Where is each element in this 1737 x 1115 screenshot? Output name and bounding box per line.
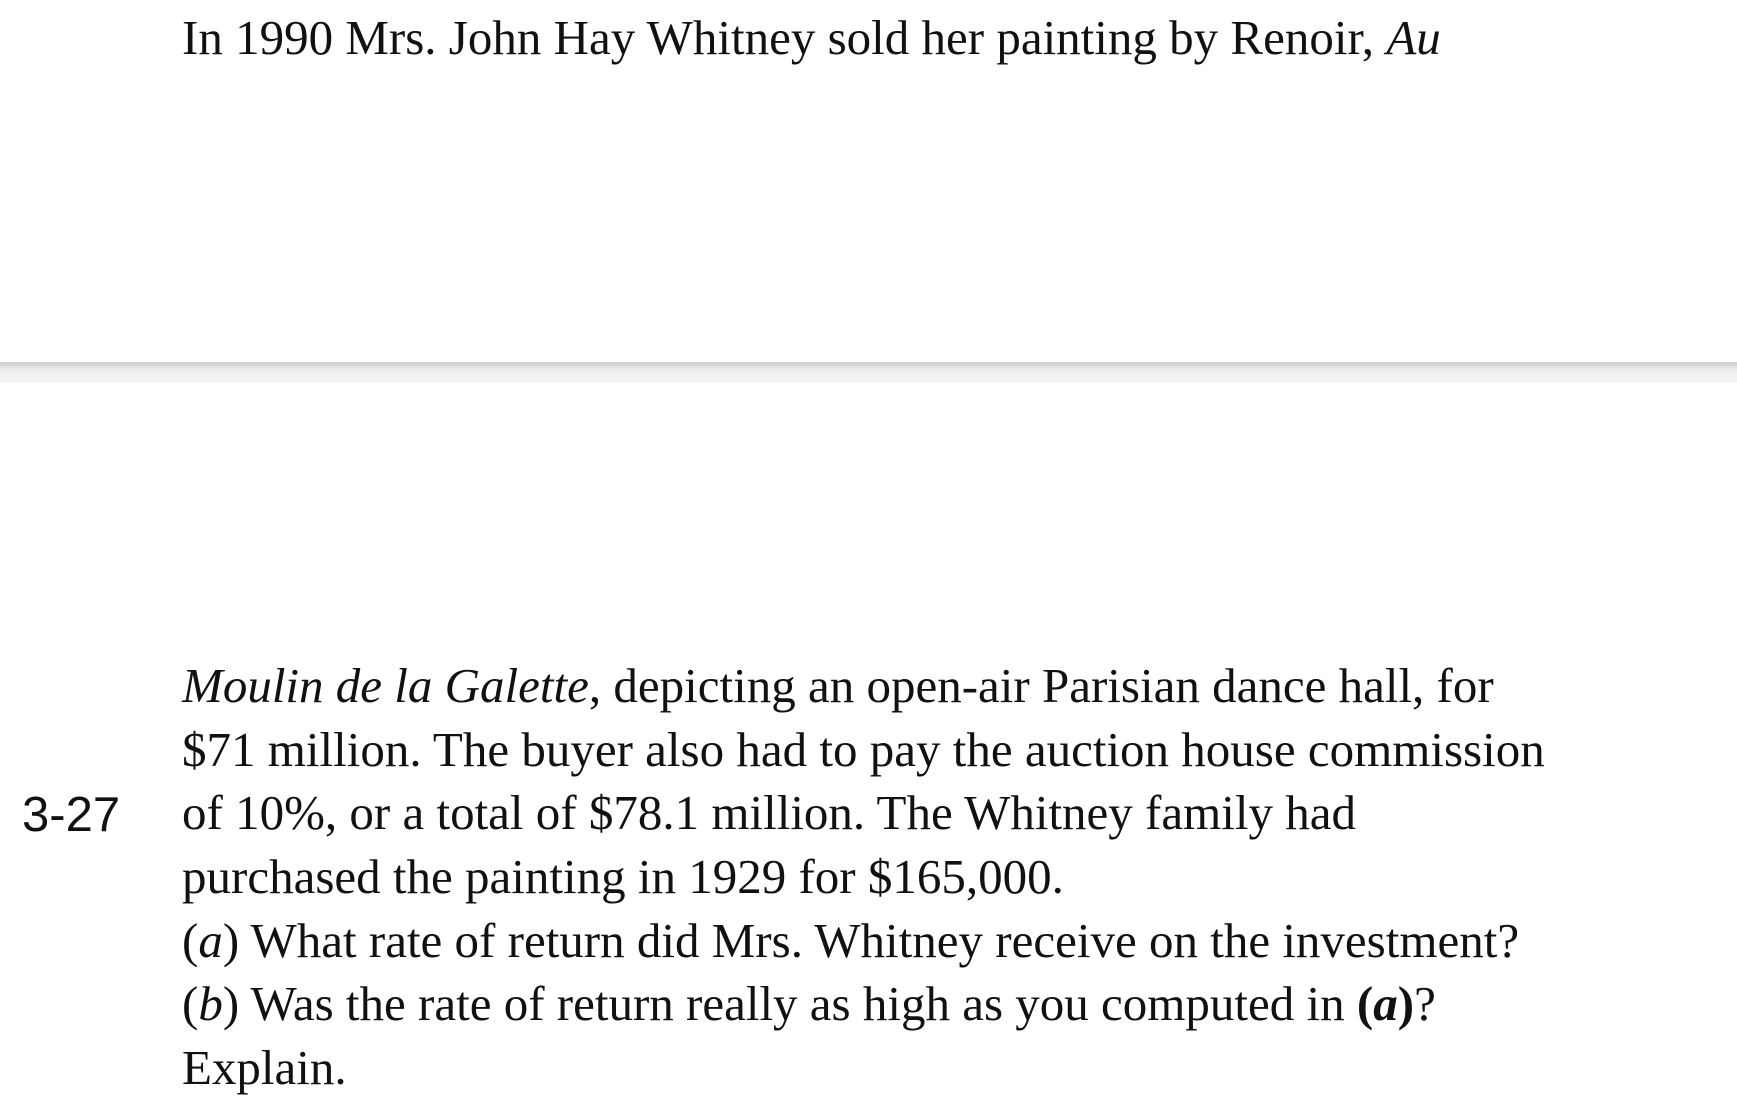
part-b-end: ? [1414, 976, 1436, 1031]
line1-text: In 1990 Mrs. John Hay Whitney sold her painting by Renoir, [182, 10, 1387, 65]
problem-text-line-1 [182, 6, 1441, 70]
problem-text-line-4: of 10%, or a total of $78.1 million. The Whitney family had [182, 785, 1356, 840]
part-a-text: What rate of return did Mrs. Whitney receive on the investment? [239, 913, 1520, 968]
part-a-open: ( [182, 913, 199, 968]
part-b-text: Was the rate of return really as high as you computed in [239, 976, 1357, 1031]
part-b-letter: b [198, 976, 223, 1031]
part-b-ref-letter: a [1373, 976, 1398, 1031]
problem-text-line-2 [182, 654, 1494, 718]
part-a-letter: a [198, 913, 223, 968]
line2-text: , depicting an open-air Parisian dance hall, for [588, 658, 1494, 713]
page-separator [0, 362, 1737, 383]
problem-text-line-3: $71 million. The buyer also had to pay the auction house commission [182, 722, 1545, 777]
problem-text-line-8: Explain. [182, 1040, 347, 1095]
problem-text-line-5: purchased the painting in 1929 for $165,000. [182, 849, 1064, 904]
problem-number: 3-27 [22, 788, 121, 842]
question-part-a [182, 909, 1519, 973]
line1-italic-title: Au [1386, 10, 1441, 65]
question-part-b [182, 972, 1436, 1036]
part-a-close: ) [222, 913, 240, 968]
part-b-ref-open: ( [1356, 976, 1374, 1031]
part-b-ref-close: ) [1397, 976, 1415, 1031]
painting-title: Moulin de la Galette [182, 658, 589, 713]
part-b-close: ) [222, 976, 240, 1031]
page-top [0, 0, 1737, 362]
part-b-open: ( [182, 976, 199, 1031]
